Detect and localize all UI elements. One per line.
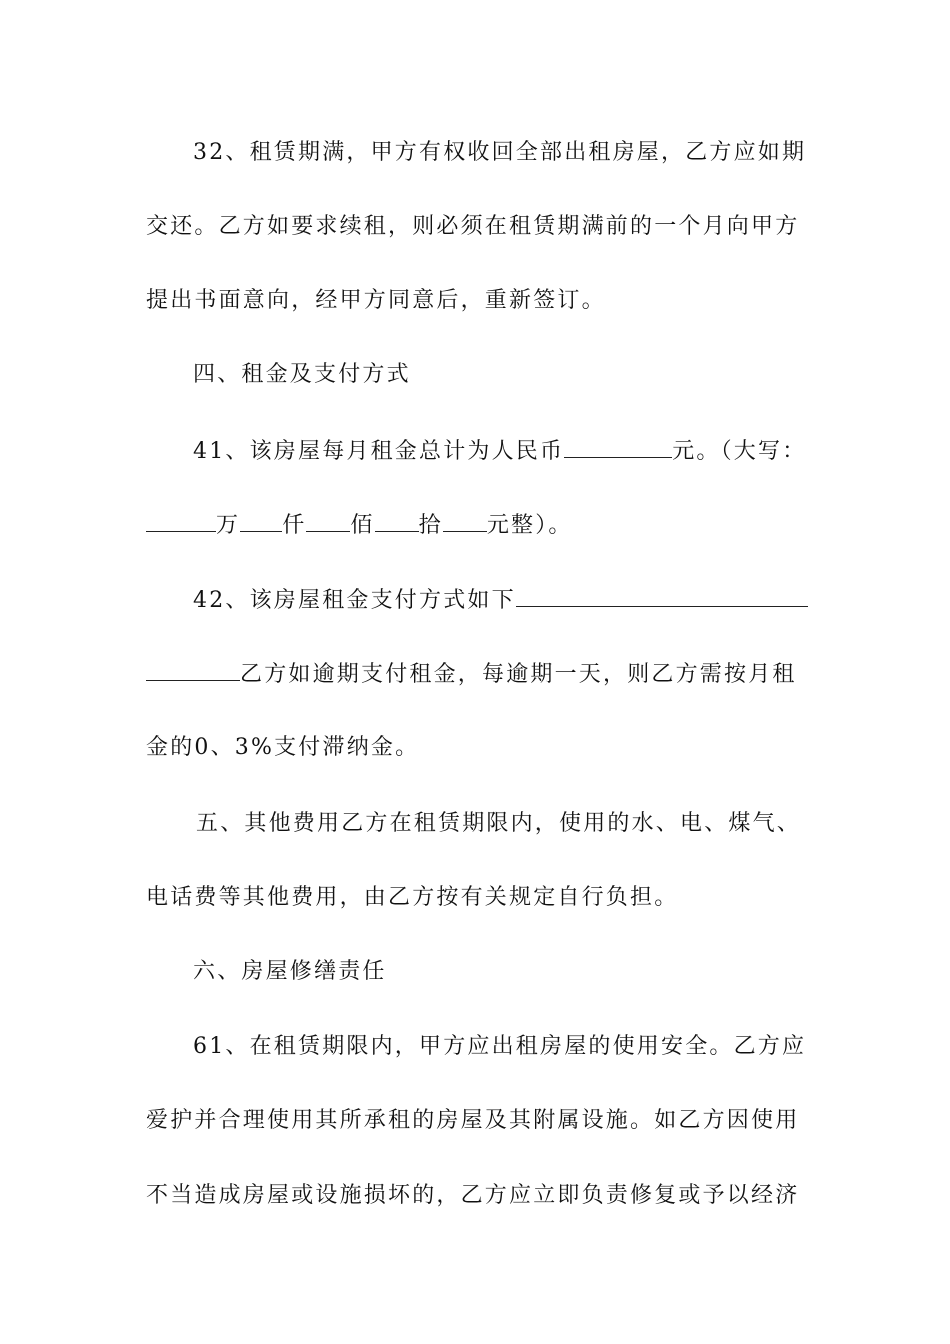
paragraph-41-line-2 xyxy=(146,509,818,539)
section-other-fees-line-2: 电话费等其他费用，由乙方按有关规定自行负担。 xyxy=(146,885,679,910)
paragraph-42-line-3: 金的0、3%支付滞纳金。 xyxy=(146,735,420,760)
paragraph-32-line-2: 交还。乙方如要求续租，则必须在租赁期满前的一个月向甲方 xyxy=(146,214,800,239)
section-heading-rent: 四、租金及支付方式 xyxy=(193,362,411,387)
amount-yuan-blank xyxy=(443,509,487,532)
paragraph-42-line-2 xyxy=(146,658,818,688)
paragraph-61-line-3: 不当造成房屋或设施损坏的，乙方应立即负责修复或予以经济 xyxy=(146,1183,800,1208)
paragraph-32-line-3: 提出书面意向，经甲方同意后，重新签订。 xyxy=(146,288,606,313)
unit-yuan-end: 元整）。 xyxy=(486,513,573,538)
paragraph-61-line-1: 61、在租赁期限内，甲方应出租房屋的使用安全。乙方应 xyxy=(193,1034,807,1059)
paragraph-42-text: 42、该房屋租金支付方式如下 xyxy=(193,588,516,613)
paragraph-61-line-2: 爱护并合理使用其所承租的房屋及其附属设施。如乙方因使用 xyxy=(146,1108,800,1133)
payment-method-blank-cont xyxy=(146,658,240,681)
payment-method-blank xyxy=(516,584,808,607)
amount-bai-blank xyxy=(306,509,350,532)
unit-bai: 佰 xyxy=(350,513,375,538)
paragraph-42-text-2: 乙方如逾期支付租金，每逾期一天，则乙方需按月租 xyxy=(240,662,797,687)
amount-wan-blank xyxy=(146,509,216,532)
paragraph-41-text: 41、该房屋每月租金总计为人民币 xyxy=(193,439,565,464)
unit-wan: 万 xyxy=(216,513,241,538)
amount-qian-blank xyxy=(240,509,282,532)
section-other-fees-line-1: 五、其他费用乙方在租赁期限内，使用的水、电、煤气、 xyxy=(196,811,802,836)
paragraph-32-line-1: 32、租赁期满，甲方有权收回全部出租房屋，乙方应如期 xyxy=(193,140,807,165)
amount-shi-blank xyxy=(375,509,419,532)
paragraph-41-text-tail: 元。（大写： xyxy=(672,439,807,464)
unit-qian: 仟 xyxy=(282,513,307,538)
paragraph-42-line-1 xyxy=(193,584,818,614)
rent-amount-blank xyxy=(564,435,672,458)
paragraph-41-line-1 xyxy=(193,435,818,465)
section-heading-repair: 六、房屋修缮责任 xyxy=(193,959,387,984)
unit-shi: 拾 xyxy=(418,513,443,538)
